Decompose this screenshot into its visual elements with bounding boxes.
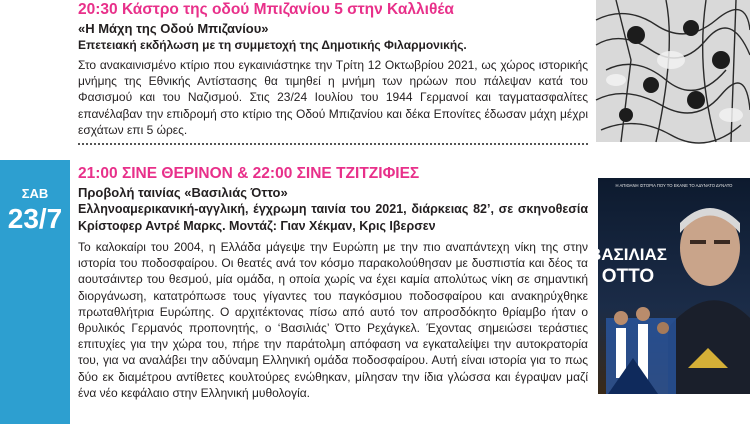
date-weekday: ΣΑΒ [21, 186, 49, 201]
event-subtitle: Επετειακή εκδήλωση με τη συμμετοχή της Δημοτικής Φιλαρμονικής. [78, 38, 467, 52]
poster-title-line2: ΟΤΤΟ [601, 266, 655, 287]
event-title: Προβολή ταινίας «Βασιλιάς Όττο» [78, 185, 288, 200]
event-divider [78, 143, 588, 145]
poster-tagline: Η ΑΠΙΘΑΝΗ ΙΣΤΟΡΙΑ ΠΟΥ ΤΟ ΕΚΑΝΕ ΤΟ ΑΔΥΝΑΤΟ ΔΥΝΑΤΟ [615, 183, 733, 188]
event-battle-bizaniou [78, 0, 588, 138]
event-title: «Η Μάχη της Οδού Μπιζανίου» [78, 21, 269, 36]
battle-engraving-image [596, 0, 750, 142]
event-description: Το καλοκαίρι του 2004, η Ελλάδα μάγεψε την Ευρώπη με την πιο αναπάντεχη νίκη της στην ιστορία του ποδοσφαίρου. Οι θεατές ανά τον κόσμο παρακολούθησαν με δυσπιστία και δέος τα αουτσάιντερ του θεσμού, μία ομάδα, η οποία χωρίς να έχει καμία απολύτως νίκη σε σημαντική διοργάνωση, κατατρόπωσε τους γίγαντες του παγκόσμιου ποδοσφαίρου και ανακηρύχθηκε πρωταθλήτρια Ευρώπης. Ο αρχιτέκτονας πίσω από αυτό τον απροσδόκητο θρίαμβο ήταν ο θρυλικός Γερμανός προπονητής, ο ‘Βασιλιάς’ Όττο Ρεχάγκελ. Έχοντας σημειώσει τεράστιες επιτυχίες για την χώρα του, πήρε την παράτολμη απόφαση να εγκαταλείψει την αυτοκρατορία του, για να αναλάβει την αδύναμη Ελληνική ομάδα ποδοσφαίρου. Αυτή είναι ιστορία για το πως δύο εκ διαμέτρου αντίθετες κουλτούρες ενώθηκαν, μίλησαν την ίδια γλώσσα και έγραψαν μαζί ένα νέο κεφάλαιο στην Ελληνική μυθολογία. [78, 240, 588, 400]
event-time-place: 20:30 Κάστρο της οδού Μπιζανίου 5 στην Καλλιθέα [78, 1, 454, 18]
event-time-place: 21:00 ΣΙΝΕ ΘΕΡΙΝΟΝ & 22:00 ΣΙΝΕ ΤΖΙΤΖΙΦΙΕΣ [78, 165, 420, 182]
film-poster-image [588, 178, 750, 394]
date-day: 23/7 [7, 203, 63, 234]
poster-title-line1: ΒΑΣΙΛΙΑΣ [588, 245, 668, 264]
event-description: Στο ανακαινισμένο κτίριο που εγκαινιάστηκε την Τρίτη 12 Οκτωβρίου 2021, ως χώρος ιστορικής μνήμης της Εθνικής Αντίστασης θα τιμηθεί η μνήμη των ηρώων που πάλεψαν κατά του Φασισμού και του Ναζισμού. Στις 23/24 Ιουλίου του 1944 Γερμανοί και ταγματασφαλίτες επανέλαβαν την επιδρομή στο κτίριο της Οδού Μπιζανίου και δέκα Επονίτες έδωσαν μάχη μέχρι εσχάτων επι 5 ώρες. [78, 58, 588, 137]
film-credits: Ελληνοαμερικανική-αγγλική, έγχρωμη ταινία του 2021, διάρκειας 82’, σε σκηνοθεσία Κρίστοφερ Αντρέ Μαρκς. Μοντάζ: Γιαν Χέκμαν, Κρις Ιβερσεν [78, 202, 588, 233]
event-film-king-otto [78, 164, 588, 401]
